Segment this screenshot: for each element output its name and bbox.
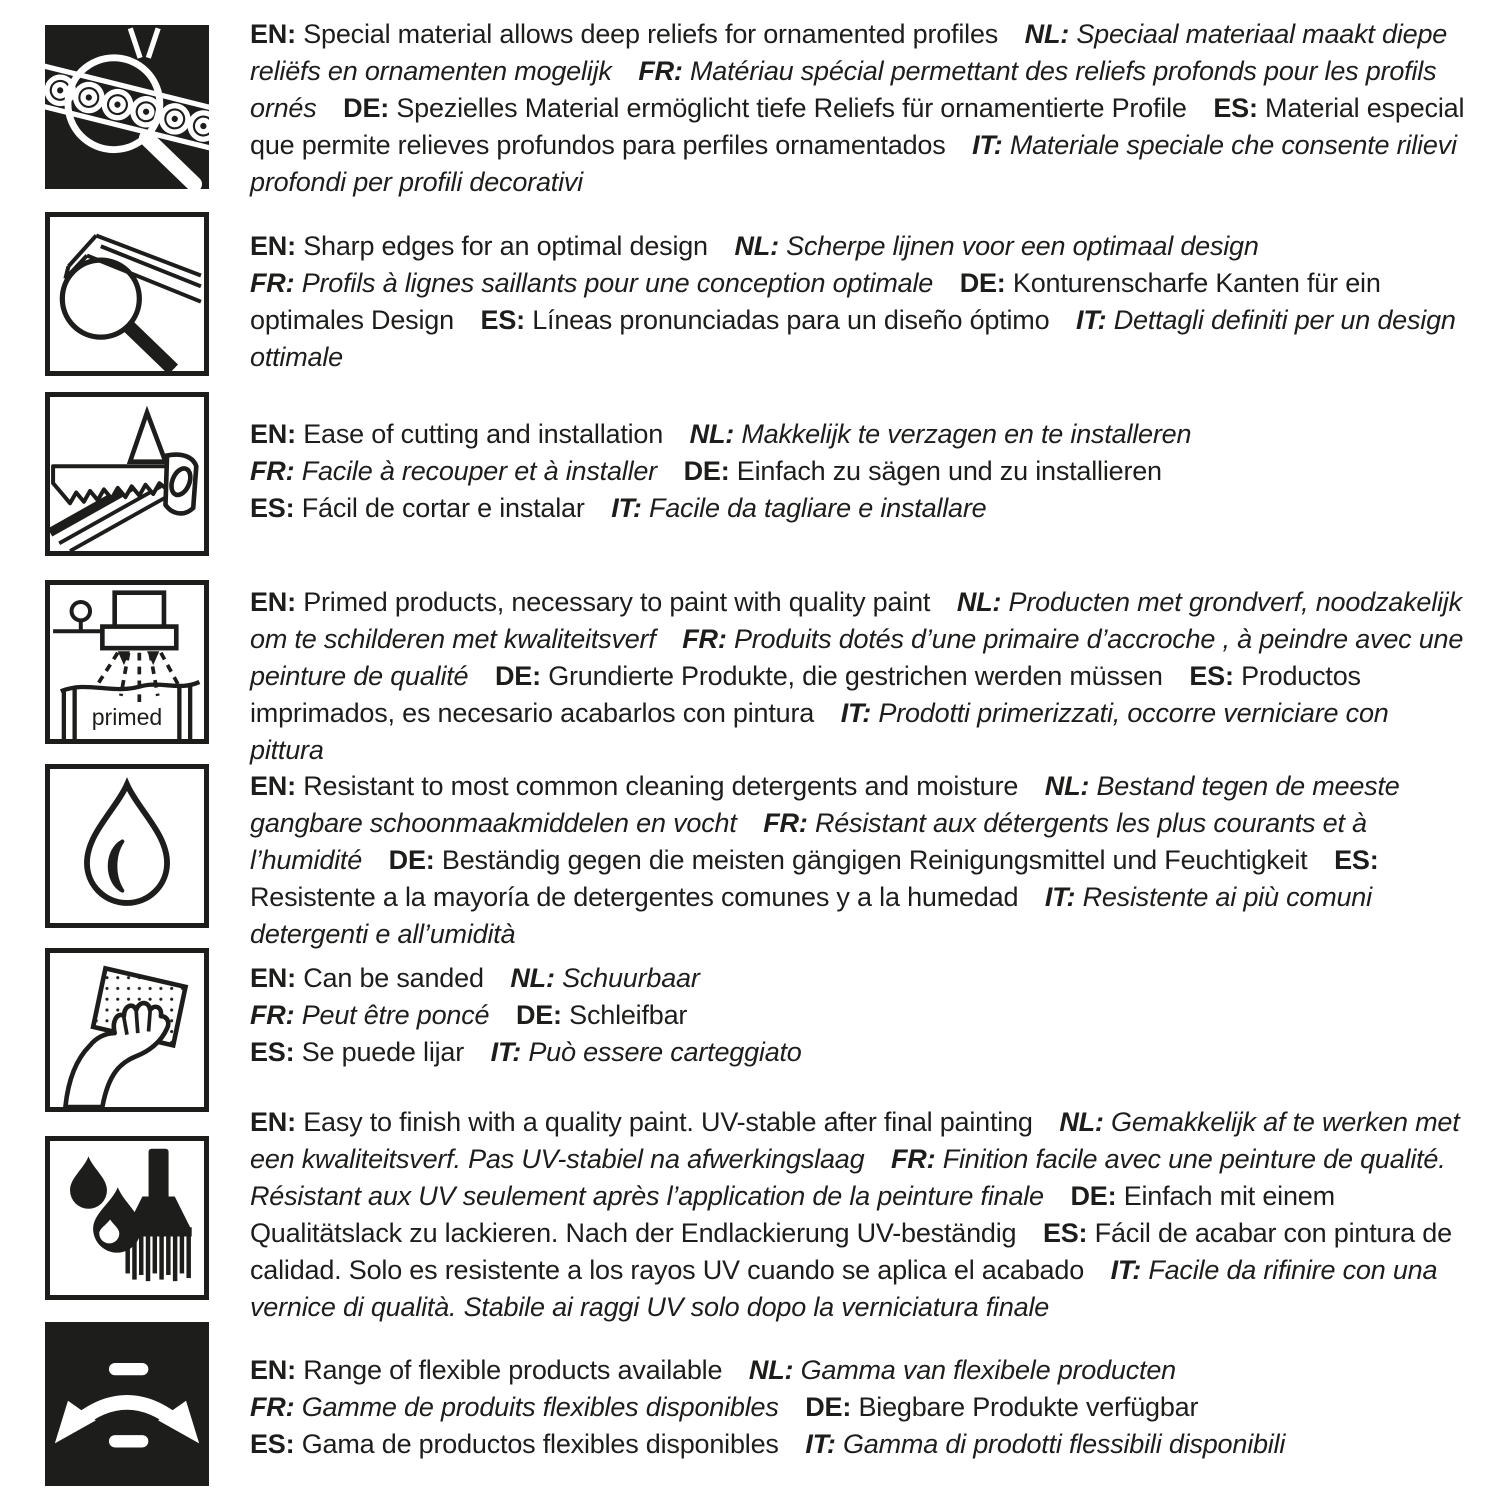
lang-segment-it: IT: Facile da rifinire con una vernice di qualità. Stabile ai raggi UV solo dopo la verniciatura finale [250, 1255, 1438, 1322]
feature-text [250, 416, 1465, 527]
sanding-hand-icon [45, 948, 209, 1112]
feature-text [250, 1352, 1465, 1463]
lang-segment-en: EN: Range of flexible products available [250, 1355, 723, 1385]
lang-segment-en: EN: Ease of cutting and installation [250, 419, 664, 449]
paint-drops-brush-icon [45, 1136, 209, 1300]
lang-segment-fr: FR: Finition facile avec une peinture de qualité. Résistant aux UV seulement après l’application de la peinture finale [250, 1144, 1446, 1211]
lang-segment-en: EN: Easy to finish with a quality paint. UV-stable after final painting [250, 1107, 1033, 1137]
water-droplet-icon [45, 764, 209, 928]
lang-segment-en: EN: Special material allows deep reliefs for ornamented profiles [250, 19, 999, 49]
lang-segment-nl: NL: Schuurbaar [510, 963, 700, 993]
lang-segment-it: IT: Può essere carteggiato [490, 1037, 802, 1067]
lang-segment-nl: NL: Scherpe lijnen voor een optimaal design [734, 231, 1259, 261]
lang-segment-de: DE: Konturenscharfe Kanten für ein optimales Design [250, 268, 1381, 335]
lang-segment-de: DE: Einfach mit einem Qualitätslack zu lackieren. Nach der Endlackierung UV-beständig [250, 1181, 1335, 1248]
lang-segment-de: DE: Spezielles Material ermöglicht tiefe Reliefs für ornamentierte Profile [343, 93, 1187, 123]
lang-segment-fr: FR: Matériau spécial permettant des reliefs profonds pour les profils ornés [250, 56, 1437, 123]
lang-segment-es: ES: Resistente a la mayoría de detergentes comunes y a la humedad [250, 845, 1379, 912]
feature-text [250, 228, 1465, 376]
lang-segment-nl: NL: Producten met grondverf, noodzakelijk om te schilderen met kwaliteitsverf [250, 587, 1462, 654]
ornamented-profile-magnifier-icon [45, 25, 209, 189]
primed-label: primed [91, 704, 163, 731]
lang-segment-it: IT: Facile da tagliare e installare [611, 493, 987, 523]
lang-segment-en: EN: Can be sanded [250, 963, 484, 993]
lang-segment-en: EN: Sharp edges for an optimal design [250, 231, 708, 261]
feature-text [250, 1104, 1465, 1326]
lang-segment-nl: NL: Speciaal materiaal maakt diepe reliëfs en ornamenten mogelijk [250, 19, 1448, 86]
flexible-bend-arrow-icon [45, 1322, 209, 1486]
lang-segment-es: ES: Productos imprimados, es necesario acabarlos con pintura [250, 661, 1361, 728]
sharp-edge-profile-magnifier-icon [45, 212, 209, 376]
lang-segment-en: EN: Resistant to most common cleaning detergents and moisture [250, 771, 1019, 801]
feature-text [250, 768, 1465, 953]
lang-segment-de: DE: Beständig gegen die meisten gängigen Reinigungsmittel und Feuchtigkeit [388, 845, 1308, 875]
feature-text [250, 584, 1465, 769]
lang-segment-nl: NL: Gemakkelijk af te werken met een kwaliteitsverf. Pas UV-stabiel na afwerkingslaag [250, 1107, 1460, 1174]
feature-text [250, 16, 1465, 201]
lang-segment-fr: FR: Produits dotés d’une primaire d’accroche , à peindre avec une peinture de qualité [250, 624, 1464, 691]
feature-text [250, 960, 1465, 1071]
lang-segment-es: ES: Material especial que permite relieves profundos para perfiles ornamentados [250, 93, 1465, 160]
lang-segment-en: EN: Primed products, necessary to paint with quality paint [250, 587, 931, 617]
lang-segment-it: IT: Materiale speciale che consente rilievi profondi per profili decorativi [250, 130, 1457, 197]
lang-segment-de: DE: Schleifbar [515, 1000, 688, 1030]
lang-segment-es: ES: Fácil de cortar e instalar [250, 493, 585, 523]
lang-segment-it: IT: Dettagli definiti per un design ottimale [250, 305, 1456, 372]
lang-segment-de: DE: Biegbare Produkte verfügbar [805, 1392, 1199, 1422]
lang-segment-es: ES: Líneas pronunciadas para un diseño óptimo [480, 305, 1050, 335]
lang-segment-fr: FR: Facile à recouper et à installer [250, 456, 657, 486]
lang-segment-it: IT: Gamma di prodotti flessibili disponibili [805, 1429, 1286, 1459]
lang-segment-de: DE: Grundierte Produkte, die gestrichen werden müssen [494, 661, 1163, 691]
lang-segment-nl: NL: Gamma van flexibele producten [748, 1355, 1176, 1385]
lang-segment-fr: FR: Gamme de produits flexibles disponibles [250, 1392, 779, 1422]
lang-segment-nl: NL: Bestand tegen de meeste gangbare schoonmaakmiddelen en vocht [250, 771, 1400, 838]
lang-segment-it: IT: Resistente ai più comuni detergenti e all’umidità [250, 882, 1372, 949]
primer-spray-icon [45, 580, 209, 744]
lang-segment-es: ES: Se puede lijar [250, 1037, 465, 1067]
lang-segment-nl: NL: Makkelijk te verzagen en te installeren [689, 419, 1192, 449]
lang-segment-fr: FR: Résistant aux détergents les plus courants et à l’humidité [250, 808, 1367, 875]
hand-saw-cutting-icon [45, 392, 209, 556]
lang-segment-de: DE: Einfach zu sägen und zu installieren [683, 456, 1162, 486]
lang-segment-it: IT: Prodotti primerizzati, occorre verniciare con pittura [250, 698, 1389, 765]
lang-segment-fr: FR: Peut être poncé [250, 1000, 490, 1030]
lang-segment-es: ES: Fácil de acabar con pintura de calidad. Solo es resistente a los rayos UV cuando se aplica el acabado [250, 1218, 1452, 1285]
lang-segment-fr: FR: Profils à lignes saillants pour une conception optimale [250, 268, 934, 298]
lang-segment-es: ES: Gama de productos flexibles disponibles [250, 1429, 779, 1459]
